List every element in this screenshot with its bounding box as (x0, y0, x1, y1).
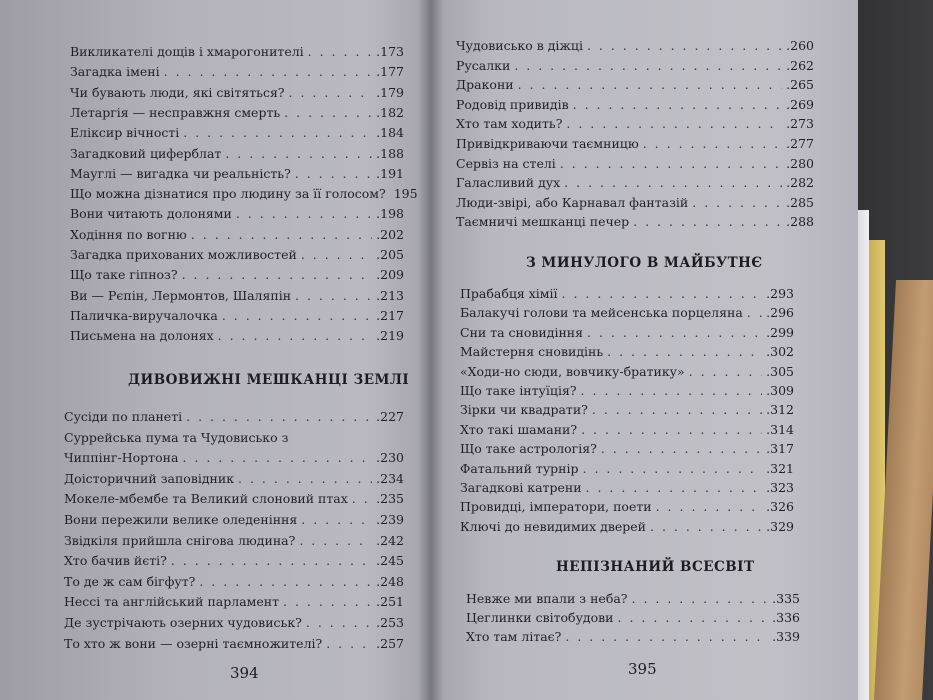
toc-entry-title: Фатальний турнір (460, 460, 579, 476)
toc-entry-page: .248 (376, 573, 404, 589)
toc-entry-leader-dots (587, 38, 782, 54)
toc-entry (64, 574, 404, 590)
toc-entry-title: Вони пережили велике оледеніння (64, 512, 298, 527)
toc-entry-title: Таємничі мешканці печер (456, 214, 630, 230)
toc-entry (64, 553, 404, 569)
toc-entry (64, 615, 404, 631)
toc-entry-page: .173 (376, 44, 404, 59)
toc-entry (460, 480, 794, 496)
toc-entry-title: «Ходи-но сюди, вовчику-братику» (460, 363, 685, 379)
toc-entry (70, 64, 404, 80)
toc-entry-title: Привідкриваючи таємницю (456, 136, 639, 151)
toc-entry-title: Сни та сновидіння (460, 324, 584, 340)
toc-entry-page: .184 (376, 125, 404, 141)
toc-entry-title: Зірки чи квадрати? (460, 402, 588, 418)
left-page (0, 0, 430, 700)
toc-entry-title: Мауглі — вигадка чи реальність? (70, 165, 291, 181)
toc-entry-page: .339 (772, 629, 800, 644)
toc-entry-page: .309 (766, 383, 794, 398)
toc-entry-page: .285 (786, 194, 814, 210)
toc-entry-title: Провидці, імператори, поети (460, 499, 652, 515)
toc-entry-page: .227 (376, 409, 404, 424)
toc-entry-leader-dots (301, 512, 372, 528)
toc-entry-page: .209 (376, 267, 404, 283)
toc-entry-leader-dots (566, 116, 782, 132)
toc-entry-leader-dots (191, 227, 372, 243)
toc-entry (456, 116, 814, 132)
toc-entry-leader-dots (632, 591, 769, 607)
toc-entry (70, 166, 404, 182)
toc-entry (70, 85, 404, 101)
toc-entry-leader-dots (583, 461, 763, 477)
toc-entry-title: Люди-звірі, або Карнавал фантазій (456, 194, 689, 210)
page-number-right: 395 (628, 660, 657, 678)
toc-entry (70, 105, 404, 121)
toc-entry-page: .299 (766, 324, 794, 340)
toc-entry-leader-dots (601, 441, 762, 457)
toc-entry-leader-dots (222, 308, 372, 324)
toc-entry (456, 195, 814, 211)
toc-entry-page: .239 (376, 512, 404, 527)
toc-entry-page: .321 (766, 460, 794, 476)
toc-entry-title: Хто там ходить? (456, 116, 563, 132)
toc-entry (456, 38, 814, 54)
toc-entry-title: Дракони (456, 77, 514, 93)
toc-entry-title: Летаргія — несправжня смерть (70, 104, 281, 120)
toc-entry-title: Чудовисько в діжці (456, 38, 583, 53)
toc-entry-page: .288 (786, 214, 814, 230)
toc-entry-title: Мокеле-мбембе та Великий слоновий птах (64, 491, 348, 507)
toc-entry-title: Що таке астрологія? (460, 441, 597, 457)
page-number-left: 394 (230, 664, 259, 682)
toc-entry-page: .257 (376, 635, 404, 651)
toc-entry-leader-dots (182, 267, 373, 283)
toc-entry-title: Сусіди по планеті (64, 409, 183, 424)
toc-entry (456, 214, 814, 230)
toc-entry (460, 364, 794, 380)
toc-entry-leader-dots (586, 480, 763, 496)
toc-entry (64, 636, 404, 652)
section-heading-past-to-future: З МИНУЛОГО В МАЙБУТНЄ (526, 255, 763, 271)
toc-entry-page: .234 (376, 470, 404, 486)
toc-entry-page: .230 (376, 450, 404, 466)
toc-entry-page: .269 (786, 96, 814, 112)
toc-entry-title: Хто там літає? (466, 629, 562, 644)
toc-entry-title: Звідкіля прийшла снігова людина? (64, 532, 296, 548)
toc-entry (70, 186, 418, 202)
toc-entry-page: .282 (786, 175, 814, 191)
toc-entry-page: .179 (376, 84, 404, 100)
toc-entry-leader-dots (301, 247, 372, 263)
toc-entry-title: Ви — Рєпін, Лермонтов, Шаляпін (70, 287, 292, 303)
toc-entry-title: Цеглинки світобудови (466, 610, 614, 625)
toc-entry (64, 430, 404, 446)
toc-entry-title: То де ж сам бігфут? (64, 573, 196, 589)
toc-entry-leader-dots (747, 305, 762, 321)
toc-entry (460, 383, 794, 399)
toc-entry-page: .329 (766, 518, 794, 534)
toc-entry (70, 308, 404, 324)
toc-entry-page: .242 (376, 532, 404, 548)
toc-entry-title: Доісторичний заповідник (64, 470, 235, 486)
toc-entry (460, 441, 794, 457)
toc-entry-leader-dots (306, 615, 372, 631)
toc-entry-title: Ходіння по вогню (70, 226, 187, 242)
toc-entry-title: Письмена на долонях (70, 328, 214, 344)
section-heading-unknown-universe: НЕПІЗНАНИЙ ВСЕСВІТ (556, 559, 755, 575)
toc-entry (460, 305, 794, 321)
toc-entry-title: Еліксир вічності (70, 125, 180, 141)
toc-entry-page: .198 (376, 206, 404, 222)
toc-entry (64, 594, 404, 610)
toc-entry-page: .312 (766, 402, 794, 418)
toc-entry-page: .336 (772, 610, 800, 625)
right-page (430, 0, 858, 700)
toc-entry-page: .335 (772, 591, 800, 606)
toc-entry-page: .323 (766, 480, 794, 495)
toc-entry-leader-dots (218, 328, 373, 344)
toc-entry (460, 461, 794, 477)
toc-entry-title: Хто такі шамани? (460, 421, 578, 437)
toc-entry-title: Загадкові катрени (460, 480, 582, 495)
toc-entry-title: Родовід привидів (456, 96, 569, 112)
toc-entry-title: Загадка імені (70, 64, 160, 80)
toc-entry (70, 206, 404, 222)
toc-entry-title: Паличка-виручалочка (70, 307, 218, 323)
toc-entry-page: .280 (786, 155, 814, 171)
toc-entry-leader-dots (607, 344, 762, 360)
toc-entry-title: Хто бачив йєті? (64, 553, 167, 569)
toc-entry-title: Прабабця хімії (460, 286, 558, 301)
toc-entry-leader-dots (573, 97, 783, 113)
toc-entry-page: .317 (766, 441, 794, 457)
toc-entry-leader-dots (656, 499, 763, 515)
toc-entry (64, 533, 404, 549)
toc-entry-leader-dots (692, 195, 782, 211)
toc-entry (70, 288, 404, 304)
toc-entry-leader-dots (352, 491, 372, 507)
toc-entry (70, 247, 404, 263)
toc-entry-title: Сервіз на стелі (456, 155, 556, 171)
toc-entry (70, 44, 404, 60)
toc-entry-leader-dots (581, 383, 763, 399)
toc-entry (70, 125, 404, 141)
toc-entry-title: Галасливий дух (456, 175, 561, 191)
toc-entry-leader-dots (295, 288, 372, 304)
toc-entry-leader-dots (295, 166, 372, 182)
toc-entry-leader-dots (199, 574, 372, 590)
toc-entry-leader-dots (183, 125, 372, 141)
toc-entry-leader-dots (171, 553, 372, 569)
toc-entry (70, 267, 404, 283)
toc-entry-leader-dots (308, 44, 373, 60)
toc-entry (460, 422, 794, 438)
toc-entry-page: .202 (376, 226, 404, 242)
toc-entry-page: .265 (786, 77, 814, 93)
toc-entry-leader-dots (186, 409, 372, 425)
toc-entry-page: .262 (786, 57, 814, 73)
toc-entry (64, 409, 404, 425)
toc-entry-leader-dots (182, 450, 372, 466)
toc-entry-page: .302 (766, 344, 794, 360)
section-heading-amazing-inhabitants: ДИВОВИЖНІ МЕШКАНЦІ ЗЕМЛІ (128, 372, 410, 388)
toc-entry-page: .296 (766, 305, 794, 321)
toc-entry-leader-dots (238, 471, 372, 487)
toc-entry (64, 471, 404, 487)
toc-entry-title: Майстерня сновидінь (460, 344, 604, 360)
toc-entry-title: Де зустрічають озерних чудовиськ? (64, 615, 302, 630)
toc-entry-leader-dots (326, 636, 372, 652)
toc-entry-title: Балакучі голови та мейсенська порцеляна (460, 305, 743, 321)
book-gutter (418, 0, 444, 700)
toc-entry (460, 499, 794, 515)
toc-entry (460, 286, 794, 302)
toc-entry-leader-dots (164, 64, 373, 80)
toc-entry-leader-dots (236, 206, 372, 222)
toc-entry-leader-dots (587, 325, 762, 341)
toc-entry-page: .235 (376, 491, 404, 507)
toc-entry-page: .305 (766, 363, 794, 379)
toc-entry-title: Що таке інтуїція? (460, 383, 577, 398)
toc-entry (466, 591, 800, 607)
toc-entry-title: Ключі до невидимих дверей (460, 518, 646, 534)
toc-entry-leader-dots (592, 402, 762, 418)
toc-entry (456, 156, 814, 172)
toc-entry-title: Невже ми впали з неба? (466, 591, 628, 606)
toc-entry-leader-dots (283, 594, 372, 610)
toc-entry-leader-dots (564, 175, 782, 191)
toc-entry (466, 629, 800, 645)
toc-entry-title: Чи бувають люди, які світяться? (70, 84, 285, 100)
toc-entry-page: .273 (786, 116, 814, 132)
toc-entry (456, 97, 814, 113)
toc-entry (460, 519, 794, 535)
toc-entry-leader-dots (618, 610, 769, 626)
toc-entry (460, 402, 794, 418)
toc-entry-page: .314 (766, 421, 794, 437)
toc-entry (456, 77, 814, 93)
toc-entry-page: .191 (376, 165, 404, 181)
toc-entry-page: .205 (376, 247, 404, 262)
toc-entry (70, 227, 404, 243)
toc-entry (64, 491, 404, 507)
toc-entry-page: .213 (376, 287, 404, 303)
toc-entry-page: .277 (786, 136, 814, 151)
toc-entry-title: То хто ж вони — озерні таємножителі? (64, 635, 323, 651)
toc-entry-page: .326 (766, 499, 794, 515)
toc-entry-page: .260 (786, 38, 814, 53)
toc-entry-page: .245 (376, 553, 404, 569)
toc-entry-page: .251 (376, 594, 404, 610)
toc-entry-title: Суррейська пума та Чудовисько з (64, 429, 289, 445)
toc-entry-leader-dots (650, 519, 762, 535)
toc-entry-page: 195 (393, 186, 418, 202)
toc-entry-leader-dots (560, 156, 782, 172)
toc-entry-leader-dots (299, 533, 372, 549)
toc-entry-leader-dots (514, 58, 782, 74)
toc-entry-leader-dots (289, 85, 373, 101)
toc-entry-page: .293 (766, 286, 794, 301)
toc-entry (466, 610, 800, 626)
toc-entry-leader-dots (581, 422, 762, 438)
toc-entry-page: .188 (376, 145, 404, 161)
toc-entry (64, 450, 404, 466)
toc-entry (460, 344, 794, 360)
toc-entry-title: Нессі та англійський парламент (64, 594, 280, 610)
toc-entry-title: Викликателі дощів і хмарогонителі (70, 44, 304, 59)
toc-entry (460, 325, 794, 341)
toc-entry-page: .219 (376, 328, 404, 344)
toc-entry-leader-dots (643, 136, 782, 152)
toc-entry-page: .182 (376, 104, 404, 120)
toc-entry (456, 175, 814, 191)
toc-entry-title: Загадковий циферблат (70, 145, 222, 161)
toc-entry (456, 136, 814, 152)
toc-entry-title: Що можна дізнатися про людину за її голосом? (70, 186, 386, 202)
toc-entry-title: Що таке гіпноз? (70, 267, 178, 283)
toc-entry-title: Русалки (456, 57, 511, 73)
toc-entry-leader-dots (565, 629, 768, 645)
toc-entry (70, 146, 404, 162)
toc-entry (70, 328, 404, 344)
toc-entry-page: .253 (376, 615, 404, 630)
toc-entry-leader-dots (562, 286, 763, 302)
toc-entry-leader-dots (518, 77, 783, 93)
toc-entry-page: .217 (376, 307, 404, 323)
toc-entry-title: Вони читають долонями (70, 206, 232, 222)
toc-entry-title: Чиппінг-Нортона (64, 450, 179, 466)
toc-entry (456, 58, 814, 74)
toc-entry (64, 512, 404, 528)
toc-entry-leader-dots (284, 105, 372, 121)
toc-entry-title: Загадка прихованих можливостей (70, 247, 297, 262)
toc-entry-page: .177 (376, 64, 404, 80)
toc-entry-leader-dots (225, 146, 372, 162)
toc-entry-leader-dots (689, 364, 763, 380)
toc-entry-leader-dots (633, 214, 782, 230)
